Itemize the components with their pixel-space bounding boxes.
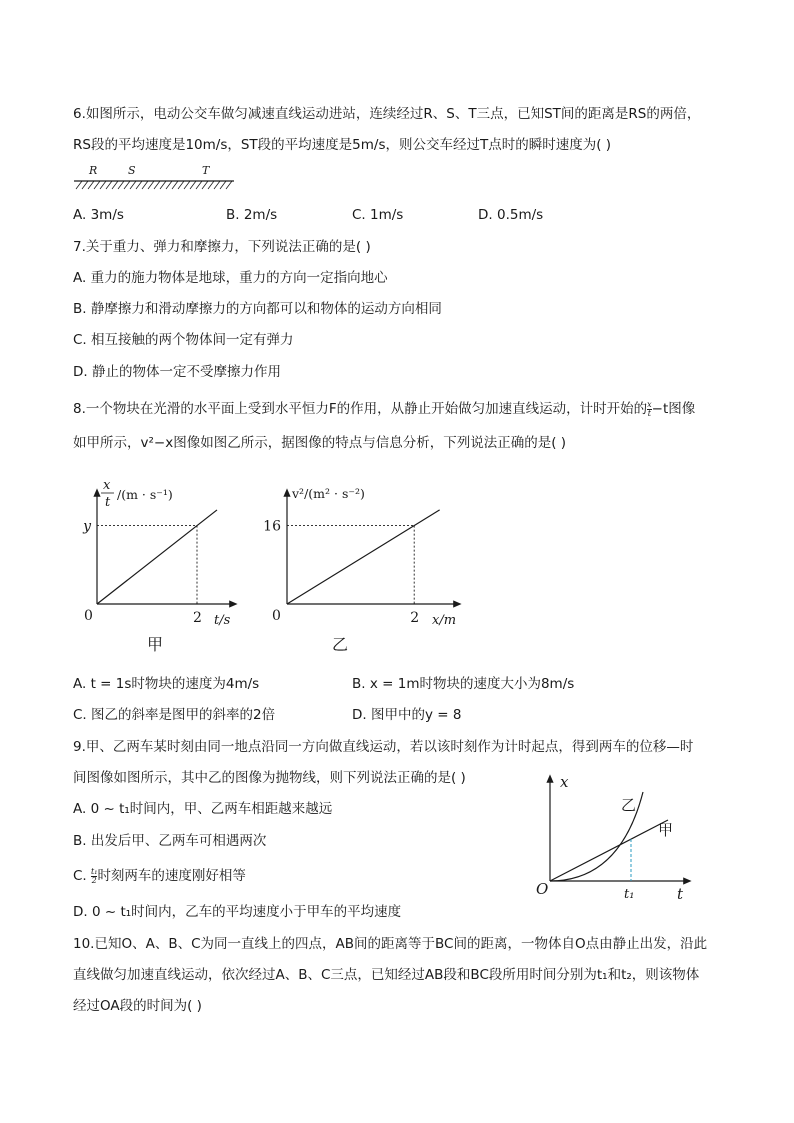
q9-stem-line2: 间图像如图所示，其中乙的图像为抛物线，则下列说法正确的是( ): [73, 770, 466, 786]
q8-stem-line1-a: 8.一个物块在光滑的水平面上受到水平恒力F的作用，从静止开始做匀加速直线运动，计时开始的: [73, 401, 648, 417]
q6-option-c[interactable]: C. 1m/s: [352, 207, 404, 223]
q9-x-axis-label: t: [677, 885, 684, 903]
q9-option-a[interactable]: A. 0 ~ t₁时间内，甲、乙两车相距越来越远: [73, 801, 333, 817]
q9-y-axis-label: x: [560, 773, 569, 791]
q8-jia-ylabel-den: t: [105, 495, 111, 510]
q8-frac-den: t: [647, 408, 652, 418]
q8-jia-xlabel: t/s: [214, 613, 231, 628]
q10-stem-line3: 经过OA段的时间为( ): [73, 998, 202, 1014]
q8-option-b[interactable]: B. x = 1m时物块的速度大小为8m/s: [352, 676, 575, 692]
q8-yi-xlabel: x/m: [432, 613, 457, 628]
q6-road-figure: [72, 160, 237, 194]
q8-stem-line2: 如甲所示，v²−x图像如图乙所示，据图像的特点与信息分析，下列说法正确的是( ): [73, 435, 567, 451]
q8-graph-yi: [262, 476, 472, 658]
q8-graph-jia: [70, 476, 250, 658]
q7-option-b[interactable]: B. 静摩擦力和滑动摩擦力的方向都可以和物体的运动方向相同: [73, 301, 442, 317]
q8-stem-line1: [73, 399, 695, 419]
q6-option-a[interactable]: A. 3m/s: [73, 207, 124, 223]
q6-road-hatch: [76, 181, 232, 189]
q8-option-a[interactable]: A. t = 1s时物块的速度为4m/s: [73, 676, 260, 692]
q8-jia-ylabel-unit: /(m · s⁻¹): [117, 487, 173, 502]
q6-label-s: S: [128, 164, 136, 177]
q9-line-jia-label: 甲: [658, 821, 674, 839]
q8-frac-num: x: [647, 399, 652, 409]
q9-option-c-prefix: C.: [73, 868, 92, 884]
q9-stem-line1: 9.甲、乙两车某时刻由同一地点沿同一方向做直线运动，若以该时刻作为计时起点，得到两车的位移—时: [73, 739, 694, 755]
q8-option-d[interactable]: D. 图甲中的y = 8: [352, 707, 462, 723]
q8-yi-ylabel: v²/(m² · s⁻²): [292, 486, 365, 501]
q8-yi-series-line: [287, 510, 440, 604]
q8-stem-line1-b: −t图像: [651, 401, 696, 417]
q6-label-t: T: [202, 164, 210, 177]
q6-label-r: R: [89, 164, 98, 177]
q8-yi-title: 乙: [332, 635, 349, 654]
q7-option-d[interactable]: D. 静止的物体一定不受摩擦力作用: [73, 364, 281, 380]
q9-origin-label: O: [536, 880, 549, 898]
q8-jia-series-line: [97, 510, 217, 604]
q9-xt-graph: [528, 770, 698, 905]
q10-stem-line2: 直线做匀加速直线运动，依次经过A、B、C三点，已知经过AB段和BC段所用时间分别为t₁和t₂，则该物体: [73, 967, 700, 983]
q7-stem: 7.关于重力、弹力和摩擦力，下列说法正确的是( ): [73, 239, 371, 255]
q6-stem-line2: RS段的平均速度是10m/s，ST段的平均速度是5m/s，则公交车经过T点时的瞬时速度为( ): [73, 137, 612, 153]
q9-option-d[interactable]: D. 0 ~ t₁时间内，乙车的平均速度小于甲车的平均速度: [73, 904, 402, 920]
q10-stem-line1: 10.已知O、A、B、C为同一直线上的四点，AB间的距离等于BC间的距离，一物体自O点由静止出发，沿此: [73, 936, 708, 952]
q8-jia-ylabel-num: x: [103, 478, 111, 493]
q9-option-c-suffix: 时刻两车的速度刚好相等: [97, 868, 246, 884]
q9-line-jia: [550, 820, 668, 881]
q8-yi-origin: 0: [272, 608, 281, 624]
q9-option-c[interactable]: [73, 866, 246, 886]
q8-jia-y-tick: y: [83, 518, 91, 535]
q6-option-b[interactable]: B. 2m/s: [226, 207, 278, 223]
q9-option-b[interactable]: B. 出发后甲、乙两车可相遇两次: [73, 833, 267, 849]
q8-yi-y-tick: 16: [263, 518, 281, 535]
q7-option-a[interactable]: A. 重力的施力物体是地球，重力的方向一定指向地心: [73, 270, 388, 286]
q8-jia-title: 甲: [147, 635, 164, 654]
q6-option-d[interactable]: D. 0.5m/s: [478, 207, 544, 223]
q8-yi-x-tick: 2: [410, 610, 420, 626]
q8-option-c[interactable]: C. 图乙的斜率是图甲的斜率的2倍: [73, 707, 276, 723]
q8-jia-x-tick: 2: [193, 610, 202, 626]
q9-frac-den: 2: [91, 875, 97, 885]
q9-frac-num: t₁: [91, 866, 98, 876]
q7-option-c[interactable]: C. 相互接触的两个物体间一定有弹力: [73, 332, 294, 348]
q8-jia-origin: 0: [84, 608, 93, 624]
q9-curve-yi-label: 乙: [621, 796, 637, 814]
q6-stem-line1: 6.如图所示，电动公交车做匀减速直线运动进站，连续经过R、S、T三点，已知ST间的距离是RS的两倍，: [73, 106, 701, 122]
q9-t1-label: t₁: [624, 887, 635, 902]
